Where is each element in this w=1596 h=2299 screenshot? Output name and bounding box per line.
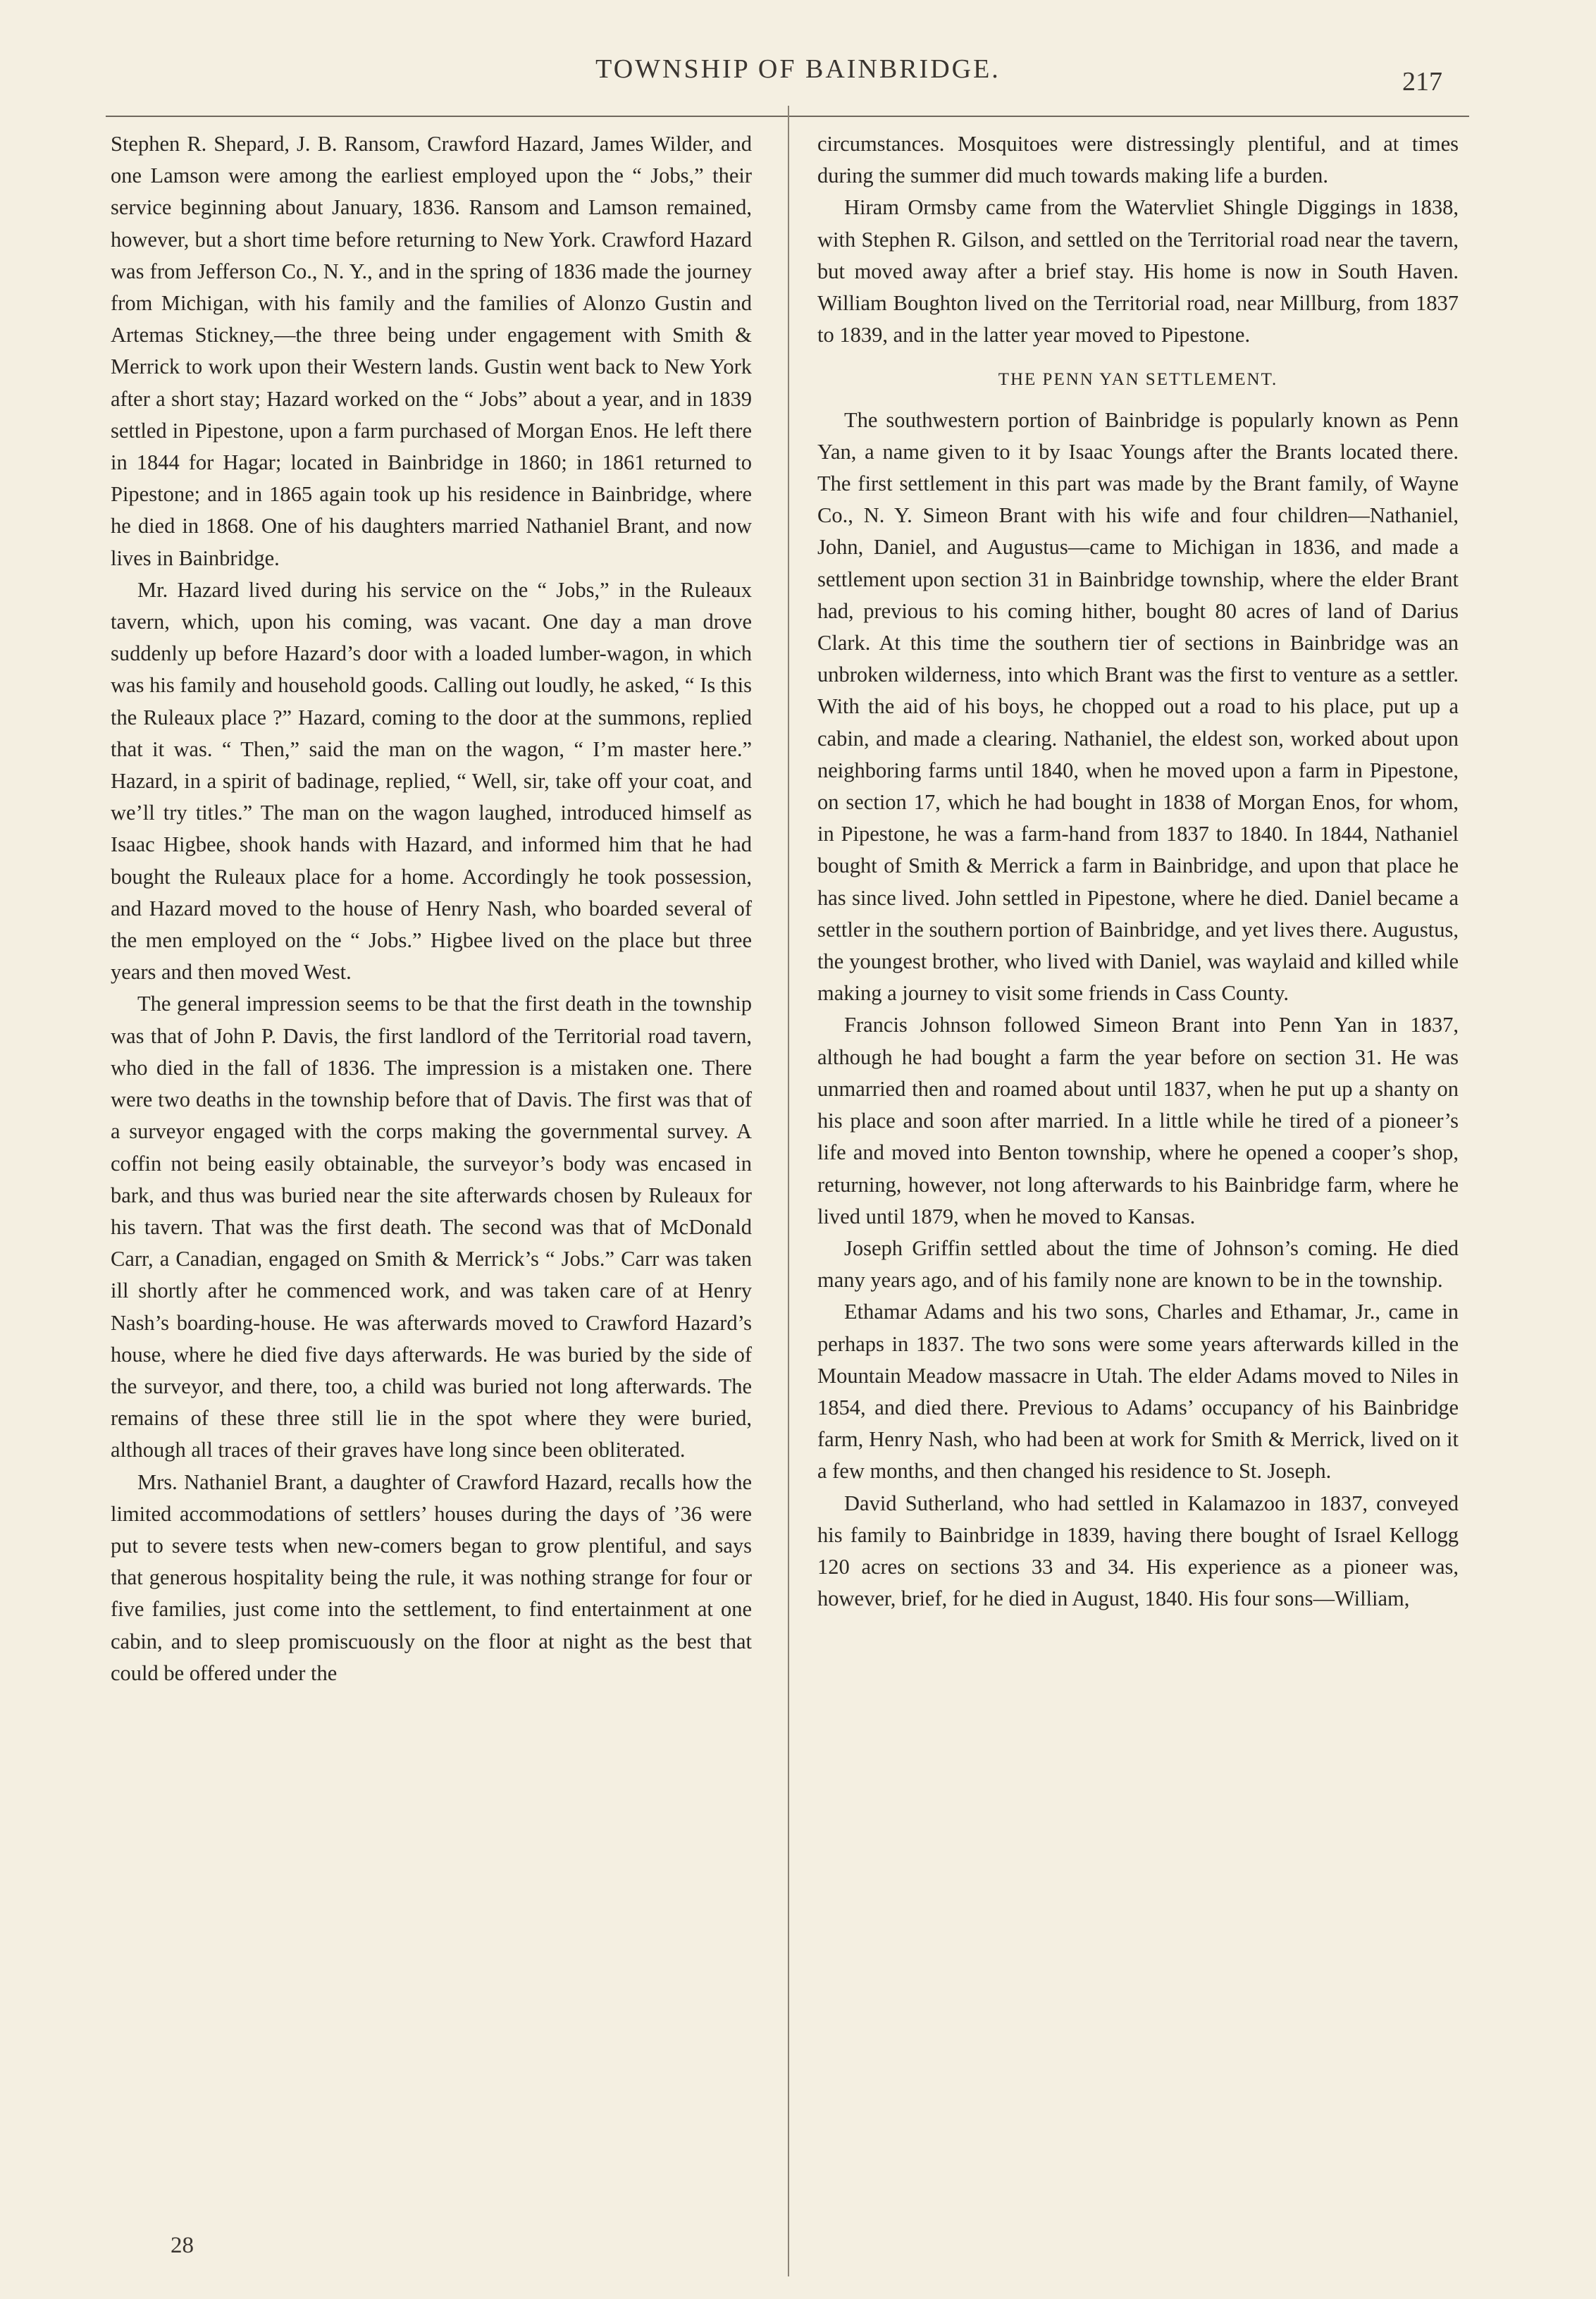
- paragraph: The general impression seems to be that the first death in the township was that of John P. Davis, the first landlord of the Territorial road tavern, who died in the fall of 1836. The impression is a mistaken one. There were two deaths in the township before that of Davis. The first was that of a surveyor engaged with the corps making the governmental survey. A coffin not being easily obtainable, the surveyor’s body was encased in bark, and thus was buried near the site afterwards chosen by Ruleaux for his tavern. That was the first death. The second was that of McDonald Carr, a Canadian, engaged on Smith & Merrick’s “ Jobs.” Carr was taken ill shortly after he commenced work, and was taken care of at Henry Nash’s boarding-house. He was afterwards moved to Crawford Hazard’s house, where he died five days afterwards. He was buried by the side of the surveyor, and there, too, a child was buried not long afterwards. The remains of these three still lie in the spot where they were buried, although all traces of their graves have long since been obliterated.: [111, 992, 752, 1462]
- paragraph: Mr. Hazard lived during his service on the “ Jobs,” in the Ruleaux tavern, which, upon his coming, was vacant. One day a man drove suddenly up before Hazard’s door with a loaded lumber-wagon, in which was his family and household goods. Calling out loudly, he asked, “ Is this the Ruleaux place ?” Hazard, coming to the door at the summons, replied that it was. “ Then,” said the man on the wagon, “ I’m master here.” Hazard, in a spirit of badinage, replied, “ Well, sir, take off your coat, and we’ll try titles.” The man on the wagon laughed, introduced himself as Isaac Higbee, shook hands with Hazard, and informed him that he had bought the Ruleaux place for a home. Accordingly he took possession, and Hazard moved to the house of Henry Nash, who boarded several of the men employed on the “ Jobs.” Higbee lived on the place but three years and then moved West.: [111, 577, 752, 985]
- paragraph: The southwestern portion of Bainbridge is popularly known as Penn Yan, a name given to it by Isaac Youngs after the Brants located there. The first settlement in this part was made by the Brant family, of Wayne Co., N. Y. Simeon Brant with his wife and four children—Nathaniel, John, Daniel, and Augustus—came to Michigan in 1836, and made a settlement upon section 31 in Bainbridge township, where the elder Brant had, previous to his coming hither, bought 80 acres of land of Darius Clark. At this time the southern tier of sections in Bainbridge was an unbroken wilderness, into which Brant was the first to venture as a settler. With the aid of his boys, he chopped out a road to his place, put up a cabin, and made a clearing. Nathaniel, the eldest son, worked about upon neighboring farms until 1840, when he moved upon a farm in Pipestone, on section 17, which he had bought in 1838 of Morgan Enos, for whom, in Pipestone, he was a farm-hand from 1837 to 1840. In 1844, Nathaniel bought of Smith & Merrick a farm in Bainbridge, and upon that place he has since lived. John settled in Pipestone, where he died. Daniel became a settler in the southern portion of Bainbridge, and yet lives there. Augustus, the youngest brother, who lived with Daniel, was waylaid and killed while making a journey to visit some friends in Cass County.: [817, 407, 1459, 1006]
- paragraph: Ethamar Adams and his two sons, Charles and Ethamar, Jr., came in perhaps in 1837. The two sons were some years afterwards killed in the Mountain Meadow massacre in Utah. The elder Adams moved to Niles in 1854, and died there. Previous to Adams’ occupancy of his Bainbridge farm, Henry Nash, who had been at work for Smith & Merrick, lived on it a few months, and then changed his residence to St. Joseph.: [817, 1300, 1459, 1484]
- section-heading: THE PENN YAN SETTLEMENT.: [998, 370, 1278, 390]
- running-head: TOWNSHIP OF BAINBRIDGE.: [595, 54, 1001, 84]
- paragraph: circumstances. Mosquitoes were distressingly plentiful, and at times during the summer did much towards making life a burden.: [817, 132, 1459, 188]
- paragraph: David Sutherland, who had settled in Kalamazoo in 1837, conveyed his family to Bainbridge in 1839, having there bought of Israel Kellogg 120 acres on sections 33 and 34. His experience as a pioneer was, however, brief, for he died in August, 1840. His four sons—William,: [817, 1491, 1459, 1611]
- signature-mark: 28: [171, 2233, 194, 2258]
- paragraph: Francis Johnson followed Simeon Brant into Penn Yan in 1837, although he had bought a farm the year before on section 31. He was unmarried then and roamed about until 1837, when he put up a shanty on his place and soon after married. In a little while he tired of a pioneer’s life and moved into Benton township, where he opened a cooper’s shop, returning, however, not long afterwards to his Bainbridge farm, where he lived until 1879, when he moved to Kansas.: [817, 1013, 1459, 1228]
- paragraph: Joseph Griffin settled about the time of Johnson’s coming. He died many years ago, and of his family none are known to be in the township.: [817, 1235, 1459, 1293]
- paragraph: Hiram Ormsby came from the Watervliet Shingle Diggings in 1838, with Stephen R. Gilson, and settled on the Territorial road near the tavern, but moved away after a brief stay. His home is now in South Haven. William Boughton lived on the Territorial road, near Millburg, from 1837 to 1839, and in the latter year moved to Pipestone.: [817, 195, 1459, 347]
- paragraph: Mrs. Nathaniel Brant, a daughter of Crawford Hazard, recalls how the limited accommodations of settlers’ houses during the days of ’36 were put to severe tests when new-comers began to grow plentiful, and says that generous hospitality being the rule, it was nothing strange for four or five families, just come into the settlement, to find entertainment at one cabin, and to sleep promiscuously on the floor at night as the best that could be offered under the: [111, 1469, 752, 1685]
- page-number: 217: [1402, 67, 1442, 97]
- right-column: [817, 128, 1459, 1615]
- column-divider: [788, 106, 789, 2276]
- paragraph: Stephen R. Shepard, J. B. Ransom, Crawford Hazard, James Wilder, and one Lamson were among the earliest employed upon the “ Jobs,” their service beginning about January, 1836. Ransom and Lamson remained, however, but a short time before returning to New York. Crawford Hazard was from Jefferson Co., N. Y., and in the spring of 1836 made the journey from Michigan, with his family and the families of Alonzo Gustin and Artemas Stickney,—the three being under engagement with Smith & Merrick to work upon their Western lands. Gustin went back to New York after a short stay; Hazard worked on the “ Jobs” about a year, and in 1839 settled in Pipestone, upon a farm purchased of Morgan Enos. He left there in 1844 for Hagar; located in Bainbridge in 1860; in 1861 returned to Pipestone; and in 1865 again took up his residence in Bainbridge, where he died in 1868. One of his daughters married Nathaniel Brant, and now lives in Bainbridge.: [111, 132, 752, 570]
- left-column: [111, 128, 752, 1689]
